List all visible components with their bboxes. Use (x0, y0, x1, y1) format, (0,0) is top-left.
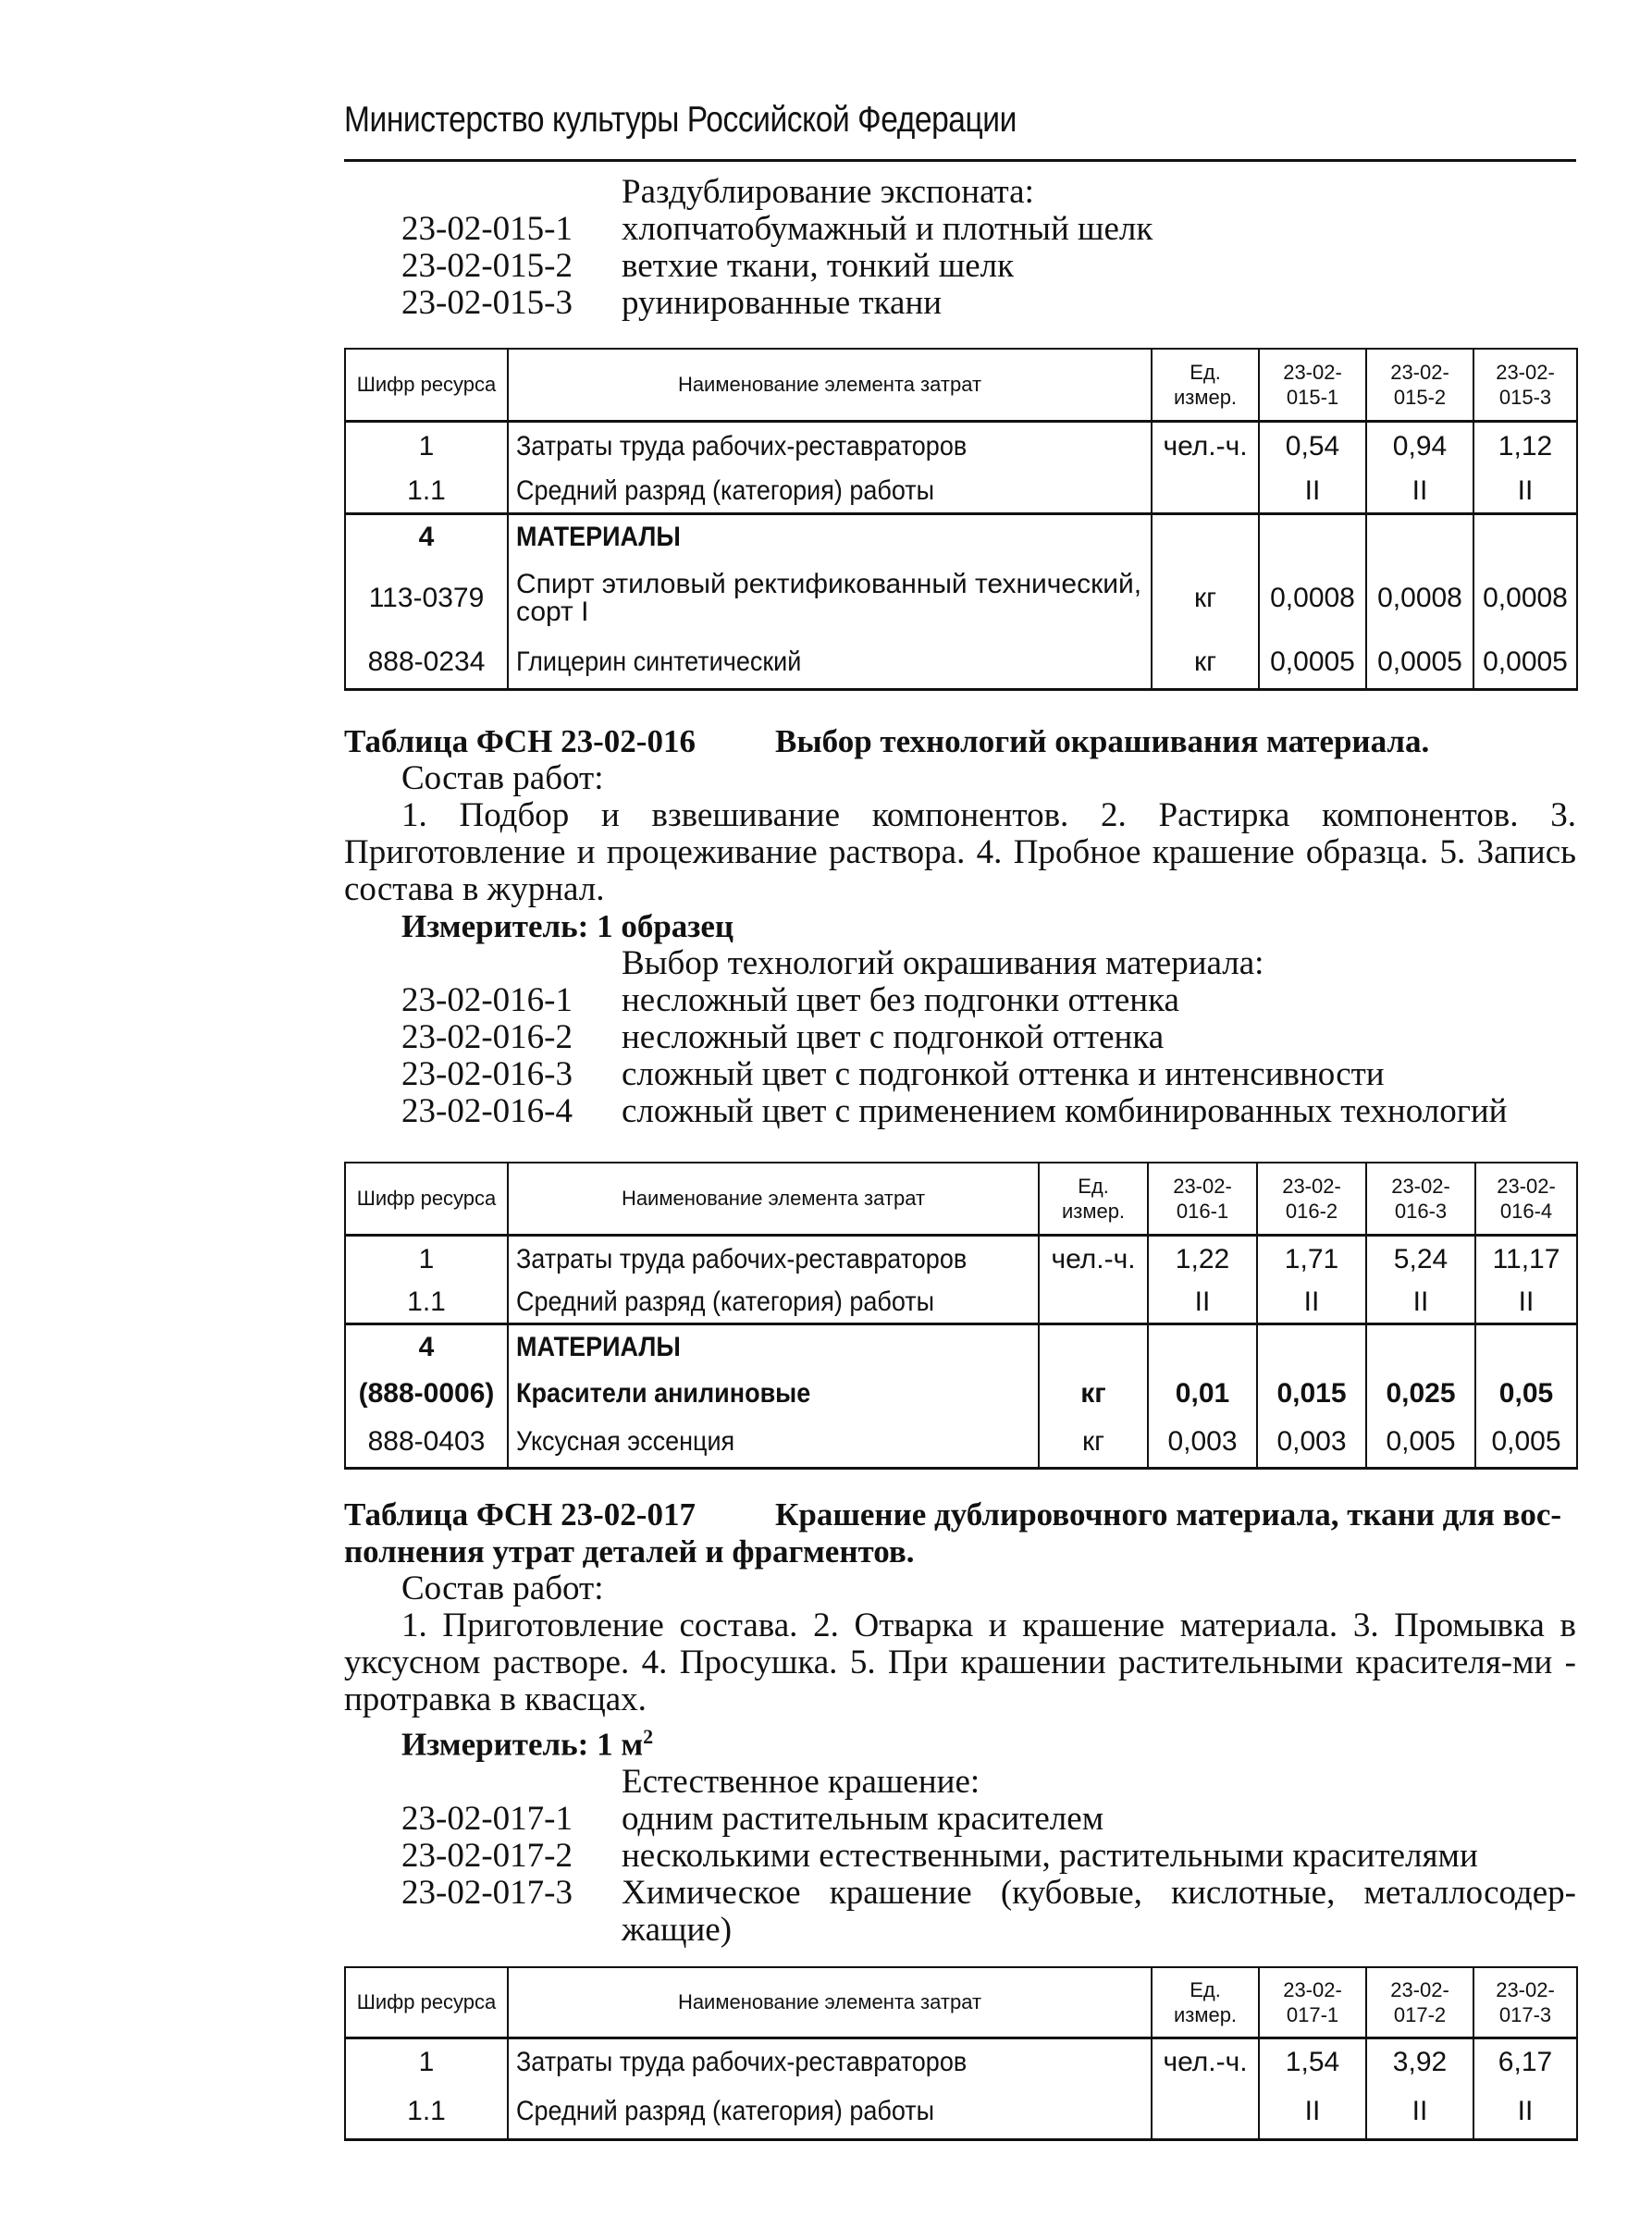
item-text: хлопчатобумажный и плотный шелк (622, 210, 1153, 248)
item-text: одним растительным красителем (622, 1799, 1104, 1838)
cell-value: 0,94 (1366, 421, 1473, 471)
section-015-subhead: Раздублирование экспоната: (622, 173, 1034, 211)
cell-value: 0,54 (1259, 421, 1366, 471)
list-item (344, 211, 1576, 248)
col-header-unit: Ед. измер. (1152, 349, 1259, 421)
item-text: Химическое крашение (кубовые, кислотные, металлосодер-жащие) (622, 1873, 1576, 1949)
works-text: 1. Подбор и взвешивание компонентов. 2. Растирка компонентов. 3. Приготовление и процеживание раствора. 4. Пробное крашение образца. 5. Запись состава в журнал. (344, 796, 1576, 908)
table-header-row (345, 1163, 1577, 1235)
item-code: 23-02-017-2 (401, 1836, 573, 1875)
table-row (345, 471, 1577, 513)
section-016-subhead: Выбор технологий окрашивания материала: (622, 944, 1264, 982)
col-header-unit: Ед. измер. (1039, 1163, 1148, 1235)
table-row (345, 1418, 1577, 1468)
cell-unit: кг (1152, 560, 1259, 637)
list-item (344, 982, 1576, 1019)
cell-unit: чел.-ч. (1152, 421, 1259, 471)
cell-code: 4 (345, 1323, 508, 1370)
cell-value: 0,05 (1475, 1370, 1577, 1418)
list-item (344, 1838, 1576, 1875)
cell-unit: кг (1039, 1418, 1148, 1468)
cell-code: 1.1 (345, 1283, 508, 1323)
cell-value: 0,0005 (1473, 637, 1577, 689)
cell-name (508, 1283, 1039, 1323)
cell-code: 1.1 (345, 2086, 508, 2139)
works-label: Состав работ: (401, 1570, 604, 1607)
col-header-norm: 23-02-016-4 (1475, 1163, 1577, 1235)
cell-name (508, 637, 1152, 689)
cell-value (1366, 513, 1473, 560)
cell-value: II (1259, 471, 1366, 513)
cell-value: 0,0008 (1259, 560, 1366, 637)
col-header-name: Наименование элемента затрат (508, 349, 1152, 421)
table-017-number: Таблица ФСН 23-02-017 (344, 1496, 696, 1533)
item-code: 23-02-015-1 (401, 210, 573, 248)
cell-value: 0,005 (1366, 1418, 1475, 1468)
col-header-code: Шифр ресурса (345, 349, 508, 421)
item-text: сложный цвет с подгонкой оттенка и интенсивности (622, 1055, 1385, 1093)
col-header-norm: 23-02-016-3 (1366, 1163, 1475, 1235)
table-row (345, 513, 1577, 560)
col-header-norm: 23-02-015-2 (1366, 349, 1473, 421)
cell-name (508, 560, 1152, 637)
cell-value: 0,003 (1257, 1418, 1366, 1468)
cell-name-text: Затраты труда рабочих-реставраторов (516, 430, 968, 462)
cell-code: 888-0403 (345, 1418, 508, 1468)
cell-value (1148, 1323, 1257, 1370)
cell-name-text: Уксусная эссенция (516, 1426, 735, 1458)
cell-name-text: Средний разряд (категория) работы (516, 1287, 935, 1318)
table-017-name-line2: полнения утрат деталей и фрагментов. (344, 1533, 915, 1570)
list-item (344, 1875, 1576, 1949)
list-item (344, 1019, 1576, 1056)
table-016 (344, 1162, 1578, 1470)
item-text: несложный цвет без подгонки оттенка (622, 981, 1179, 1019)
cell-unit (1152, 471, 1259, 513)
cell-value: 1,12 (1473, 421, 1577, 471)
cell-value: II (1148, 1283, 1257, 1323)
cell-code: 1 (345, 1235, 508, 1283)
cell-value: 0,003 (1148, 1418, 1257, 1468)
cell-value (1473, 513, 1577, 560)
cell-name (508, 1323, 1039, 1370)
cell-value: 1,71 (1257, 1235, 1366, 1283)
measure-sup: 2 (643, 1725, 654, 1748)
cell-code: 1.1 (345, 471, 508, 513)
table-row (345, 1283, 1577, 1323)
list-item (344, 1093, 1576, 1130)
col-header-name: Наименование элемента затрат (508, 1163, 1039, 1235)
cell-value: II (1257, 1283, 1366, 1323)
measure-text: Измеритель: 1 м (401, 1726, 644, 1763)
table-015 (344, 348, 1578, 691)
cell-unit: чел.-ч. (1039, 1235, 1148, 1283)
cell-unit (1039, 1283, 1148, 1323)
cell-code: 1 (345, 421, 508, 471)
cell-name (508, 471, 1152, 513)
header-rule (344, 159, 1576, 162)
table-row (345, 2037, 1577, 2086)
cell-name-text: Затраты труда рабочих-реставраторов (516, 2046, 968, 2077)
cell-unit (1039, 1323, 1148, 1370)
item-code: 23-02-017-3 (401, 1873, 573, 1912)
col-header-name: Наименование элемента затрат (508, 1967, 1152, 2037)
item-code: 23-02-016-3 (401, 1055, 573, 1093)
table-header-row (345, 349, 1577, 421)
page-header-title: Министерство культуры Российской Федерации (344, 100, 1017, 140)
table-017-name-line1: Крашение дублировочного материала, ткани для вос- (775, 1496, 1562, 1533)
cell-value: 0,01 (1148, 1370, 1257, 1418)
cell-unit (1152, 513, 1259, 560)
cell-name-text: Спирт этиловый ректификованный технический, сорт I (516, 569, 1142, 627)
cell-unit: чел.-ч. (1152, 2037, 1259, 2086)
cell-unit (1152, 2086, 1259, 2139)
cell-unit: кг (1152, 637, 1259, 689)
list-item (344, 248, 1576, 285)
list-item (344, 285, 1576, 322)
cell-value: 1,54 (1259, 2037, 1366, 2086)
item-text: несколькими естественными, растительными красителями (622, 1836, 1478, 1875)
cell-value: 0,0005 (1259, 637, 1366, 689)
table-017 (344, 1966, 1578, 2141)
cell-code: 113-0379 (345, 560, 508, 637)
table-016-name: Выбор технологий окрашивания материала. (775, 723, 1430, 759)
cell-value: 0,0005 (1366, 637, 1473, 689)
cell-code: 888-0234 (345, 637, 508, 689)
cell-name-text: Средний разряд (категория) работы (516, 475, 935, 507)
table-row (345, 1323, 1577, 1370)
cell-value: 0,005 (1475, 1418, 1577, 1468)
cell-value: 6,17 (1473, 2037, 1577, 2086)
table-016-title (344, 723, 1576, 760)
item-code: 23-02-015-2 (401, 247, 573, 285)
cell-unit: кг (1039, 1370, 1148, 1418)
item-text: несложный цвет с подгонкой оттенка (622, 1018, 1165, 1056)
item-text: ветхие ткани, тонкий шелк (622, 247, 1015, 285)
cell-value: II (1366, 2086, 1473, 2139)
cell-name (508, 513, 1152, 560)
item-code: 23-02-016-2 (401, 1018, 573, 1056)
table-header-row (345, 1967, 1577, 2037)
works-text: 1. Приготовление состава. 2. Отварка и крашение материала. 3. Промывка в уксусном растворе. 4. Просушка. 5. При крашении растительными красителя-ми - протравка в квасцах. (344, 1607, 1576, 1718)
table-016-number: Таблица ФСН 23-02-016 (344, 723, 696, 759)
measure: Измеритель: 1 образец (401, 908, 734, 944)
cell-name (508, 2037, 1152, 2086)
item-code: 23-02-016-4 (401, 1092, 573, 1130)
cell-name-text: Красители анилиновые (516, 1378, 811, 1409)
measure (344, 1718, 1576, 1764)
cell-code: 4 (345, 513, 508, 560)
table-row (345, 1370, 1577, 1418)
col-header-norm: 23-02-015-3 (1473, 349, 1577, 421)
table-row (345, 560, 1577, 637)
cell-value (1257, 1323, 1366, 1370)
cell-name (508, 1370, 1039, 1418)
cell-value: 0,025 (1366, 1370, 1475, 1418)
list-item (344, 1056, 1576, 1093)
cell-value (1475, 1323, 1577, 1370)
section-016-text (344, 760, 1576, 1130)
col-header-norm: 23-02-016-1 (1148, 1163, 1257, 1235)
cell-name-text: Средний разряд (категория) работы (516, 2096, 935, 2127)
cell-value: 11,17 (1475, 1235, 1577, 1283)
col-header-norm: 23-02-017-3 (1473, 1967, 1577, 2037)
col-header-norm: 23-02-015-1 (1259, 349, 1366, 421)
table-row (345, 637, 1577, 689)
item-text: руинированные ткани (622, 284, 943, 322)
cell-value: II (1473, 2086, 1577, 2139)
item-code: 23-02-015-3 (401, 284, 573, 322)
item-code: 23-02-017-1 (401, 1799, 573, 1838)
col-header-code: Шифр ресурса (345, 1163, 508, 1235)
table-017-title (344, 1496, 1576, 1570)
works-label: Состав работ: (401, 759, 604, 797)
cell-value: 0,0008 (1473, 560, 1577, 637)
cell-value: 1,22 (1148, 1235, 1257, 1283)
col-header-unit: Ед. измер. (1152, 1967, 1259, 2037)
section-015-list (344, 174, 1576, 322)
cell-name-text: МАТЕРИАЛЫ (516, 1331, 681, 1362)
cell-code: 1 (345, 2037, 508, 2086)
cell-value: II (1475, 1283, 1577, 1323)
section-017-subhead: Естественное крашение: (622, 1762, 980, 1801)
item-text: сложный цвет с применением комбинированных технологий (622, 1092, 1508, 1130)
list-item (344, 1801, 1576, 1838)
cell-value: II (1366, 471, 1473, 513)
cell-value: 3,92 (1366, 2037, 1473, 2086)
table-row (345, 421, 1577, 471)
cell-value: II (1259, 2086, 1366, 2139)
cell-name (508, 1418, 1039, 1468)
item-code: 23-02-016-1 (401, 981, 573, 1019)
cell-value (1366, 1323, 1475, 1370)
cell-value: 5,24 (1366, 1235, 1475, 1283)
col-header-norm: 23-02-016-2 (1257, 1163, 1366, 1235)
cell-name (508, 2086, 1152, 2139)
table-row (345, 2086, 1577, 2139)
cell-name (508, 421, 1152, 471)
cell-code: (888-0006) (345, 1370, 508, 1418)
cell-value: 0,015 (1257, 1370, 1366, 1418)
cell-name-text: Глицерин синтетический (516, 646, 802, 678)
cell-value (1259, 513, 1366, 560)
cell-name (508, 1235, 1039, 1283)
table-row (345, 1235, 1577, 1283)
col-header-norm: 23-02-017-2 (1366, 1967, 1473, 2037)
cell-name-text: МАТЕРИАЛЫ (516, 521, 681, 552)
cell-value: II (1366, 1283, 1475, 1323)
cell-value: 0,0008 (1366, 560, 1473, 637)
col-header-norm: 23-02-017-1 (1259, 1967, 1366, 2037)
cell-name-text: Затраты труда рабочих-реставраторов (516, 1243, 968, 1274)
section-017-text (344, 1570, 1576, 1949)
cell-value: II (1473, 471, 1577, 513)
col-header-code: Шифр ресурса (345, 1967, 508, 2037)
